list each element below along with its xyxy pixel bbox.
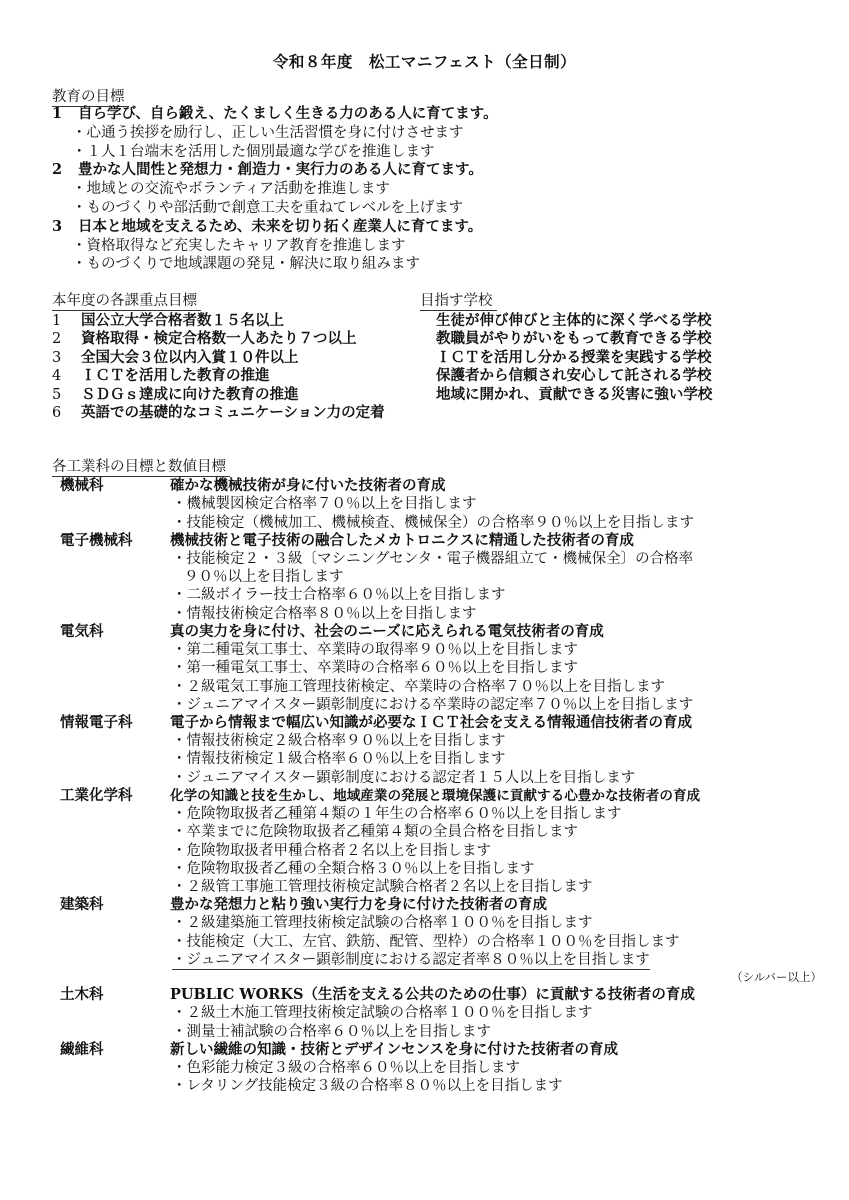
goal-text: 豊かな人間性と発想力・創造力・実行力のある人に育てます。 — [78, 161, 483, 179]
priority-item — [52, 386, 402, 404]
priority-text: 国公立大学合格者数１５名以上 — [81, 312, 284, 329]
department-target: ・測量士補試験の合格率６０％以上を目指します — [172, 1023, 491, 1040]
department-item — [52, 623, 832, 714]
department-target: ・技能検定（大工、左官、鉄筋、配管、型枠）の合格率１００％を目指します — [172, 933, 680, 950]
priority-item — [52, 312, 402, 330]
goal-sub: ・ものづくりで地域課題の発見・解決に取り組みます — [72, 256, 420, 273]
department-target: ・色彩能力検定３級の合格率６０％以上を目指します — [172, 1060, 520, 1077]
goal-sub: ・地域との交流やボランティア活動を推進します — [72, 181, 390, 198]
department-target: ・２級建築施工管理技術検定試験の合格率１００％を目指します — [172, 915, 593, 932]
department-name: 機械科 — [60, 477, 104, 494]
department-target: ９０％以上を目指します — [184, 569, 344, 586]
priority-number: 1 — [52, 313, 62, 329]
goal-sub: ・ものづくりや部活動で創意工夫を重ねてレベルを上げます — [72, 199, 464, 216]
department-target: ・危険物取扱者乙種第４類の１年生の合格率６０％以上を目指します — [172, 806, 622, 823]
goal-number: 3 — [52, 217, 63, 235]
education-goals-list — [52, 105, 812, 274]
priority-text: ＩＣＴを活用した教育の推進 — [81, 367, 270, 385]
department-goal: 確かな機械技術が身に付いた技術者の育成 — [170, 477, 446, 494]
goal-item — [52, 218, 812, 274]
department-target: ・レタリング技能検定３級の合格率８０％以上を目指します — [172, 1078, 563, 1095]
target-school-item: 保護者から信頼され安心して託される学校 — [436, 367, 712, 385]
priority-text: ＳＤＧｓ達成に向けた教育の推進 — [81, 385, 299, 403]
department-name: 建築科 — [60, 896, 104, 914]
department-name: 土木科 — [60, 986, 104, 1004]
departments-heading: 各工業科の目標と数値目標 — [52, 458, 230, 477]
priority-item — [52, 349, 402, 367]
goal-number: 2 — [52, 161, 63, 179]
goal-item — [52, 105, 812, 161]
department-name: 繊維科 — [60, 1040, 104, 1058]
goal-text: 自ら学び、自ら鍛え、たくましく生きる力のある人に育てます。 — [78, 105, 498, 122]
priority-number: 4 — [52, 368, 62, 385]
department-goal: 真の実力を身に付け、社会のニーズに応えられる電気技術者の育成 — [170, 622, 604, 640]
department-target: ・ジュニアマイスター顕彰制度における認定者率８０％以上を目指します — [172, 951, 650, 970]
department-goal: 化学の知識と技を生かし、地域産業の発展と環境保護に貢献する心豊かな技術者の育成 — [170, 787, 701, 804]
department-target: ・第一種電気工事士、卒業時の合格率６０％以上を目指します — [172, 660, 578, 677]
department-goal: 機械技術と電子技術の融合したメカトロニクスに精通した技術者の育成 — [170, 531, 634, 549]
goal-text: 日本と地域を支えるため、未来を切り拓く産業人に育てます。 — [78, 217, 483, 235]
priority-text: 資格取得・検定合格数一人あたり７つ以上 — [81, 330, 357, 348]
department-item — [52, 532, 832, 623]
department-item — [52, 986, 832, 1041]
department-target: ・情報技術検定１級合格率６０％以上を目指します — [172, 751, 506, 768]
department-item — [52, 714, 832, 787]
department-item — [52, 1041, 832, 1096]
department-goal: 豊かな発想力と粘り強い実行力を身に付けた技術者の育成 — [170, 896, 547, 914]
department-goal: 電子から情報まで幅広い知識が必要なＩＣＴ社会を支える情報通信技術者の育成 — [170, 713, 692, 731]
goal-sub: ・心通う挨拶を励行し、正しい生活習慣を身に付けさせます — [72, 124, 464, 141]
priorities-heading: 本年度の各課重点目標 — [52, 292, 201, 311]
department-target: ・技能検定２・３級〔マシニングセンタ・電子機器組立て・機械保全〕の合格率 — [172, 551, 694, 567]
departments-list — [52, 477, 832, 1095]
target-school-item: 生徒が伸び伸びと主体的に深く学べる学校 — [436, 312, 712, 329]
department-name: 情報電子科 — [60, 713, 133, 731]
target-school-item: ＩＣＴを活用し分かる授業を実践する学校 — [436, 348, 712, 366]
goal-sub: ・１人１台端末を活用した個別最適な学びを推進します — [72, 143, 435, 160]
department-target: ・第二種電気工事士、卒業時の取得率９０％以上を目指します — [172, 642, 578, 659]
education-goals-heading: 教育の目標 — [52, 88, 129, 107]
priorities-list — [52, 312, 402, 422]
priority-number: 6 — [52, 405, 62, 422]
target-school-list — [436, 312, 806, 404]
department-note: （シルバー以上） — [731, 970, 822, 985]
department-target: ・卒業までに危険物取扱者乙種第４類の全員合格を目指します — [172, 824, 578, 841]
department-target: ・技能検定（機械加工、機械検査、機械保全）の合格率９０％以上を目指します — [172, 514, 694, 531]
department-target: ・ジュニアマイスター顕彰制度における認定者１５人以上を目指します — [172, 769, 636, 786]
priority-item — [52, 404, 402, 422]
department-target: ・機械製図検定合格率７０％以上を目指します — [172, 496, 477, 513]
goal-sub: ・資格取得など充実したキャリア教育を推進します — [72, 237, 406, 254]
department-name: 電気科 — [60, 622, 104, 640]
department-target: ・危険物取扱者乙種の全類合格３０％以上を目指します — [172, 860, 535, 877]
department-target: ・ジュニアマイスター顕彰制度における卒業時の認定率７０％以上を目指します — [172, 696, 694, 713]
goal-number: 1 — [52, 105, 63, 122]
priority-text: 全国大会３位以内入賞１０件以上 — [81, 348, 299, 366]
department-target: ・２級電気工事施工管理技術検定、卒業時の合格率７０％以上を目指します — [172, 678, 665, 695]
priority-number: 3 — [52, 349, 62, 366]
department-target: ・情報技術検定２級合格率９０％以上を目指します — [172, 733, 506, 750]
goal-item — [52, 161, 812, 217]
target-school-item: 地域に開かれ、貢献できる災害に強い学校 — [436, 385, 713, 403]
page-title: 令和８年度 松工マニフェスト（全日制） — [272, 52, 577, 71]
target-school-item: 教職員がやりがいをもって教育できる学校 — [436, 330, 712, 348]
priority-item — [52, 367, 402, 385]
department-name: 電子機械科 — [60, 531, 133, 549]
priority-number: 2 — [52, 331, 62, 348]
target-school-heading: 目指す学校 — [420, 292, 497, 311]
priority-text: 英語での基礎的なコミュニケーション力の定着 — [81, 404, 385, 422]
department-goal: PUBLIC WORKS（生活を支える公共のための仕事）に貢献する技術者の育成 — [170, 986, 695, 1004]
department-target: ・２級管工事施工管理技術検定試験合格者２名以上を目指します — [172, 878, 593, 895]
department-target: ・情報技術検定合格率８０％以上を目指します — [172, 605, 477, 622]
department-item — [52, 896, 832, 984]
department-target: ・二級ボイラー技士合格率６０％以上を目指します — [172, 587, 506, 604]
department-name: 工業化学科 — [60, 786, 133, 804]
priority-item — [52, 330, 402, 348]
department-target: ・危険物取扱者甲種合格者２名以上を目指します — [172, 842, 491, 859]
priority-number: 5 — [52, 386, 62, 403]
department-item — [52, 477, 832, 532]
department-target: ・２級土木施工管理技術検定試験の合格率１００％を目指します — [172, 1005, 593, 1022]
department-item — [52, 787, 832, 896]
department-goal: 新しい繊維の知識・技術とデザインセンスを身に付けた技術者の育成 — [170, 1040, 619, 1058]
